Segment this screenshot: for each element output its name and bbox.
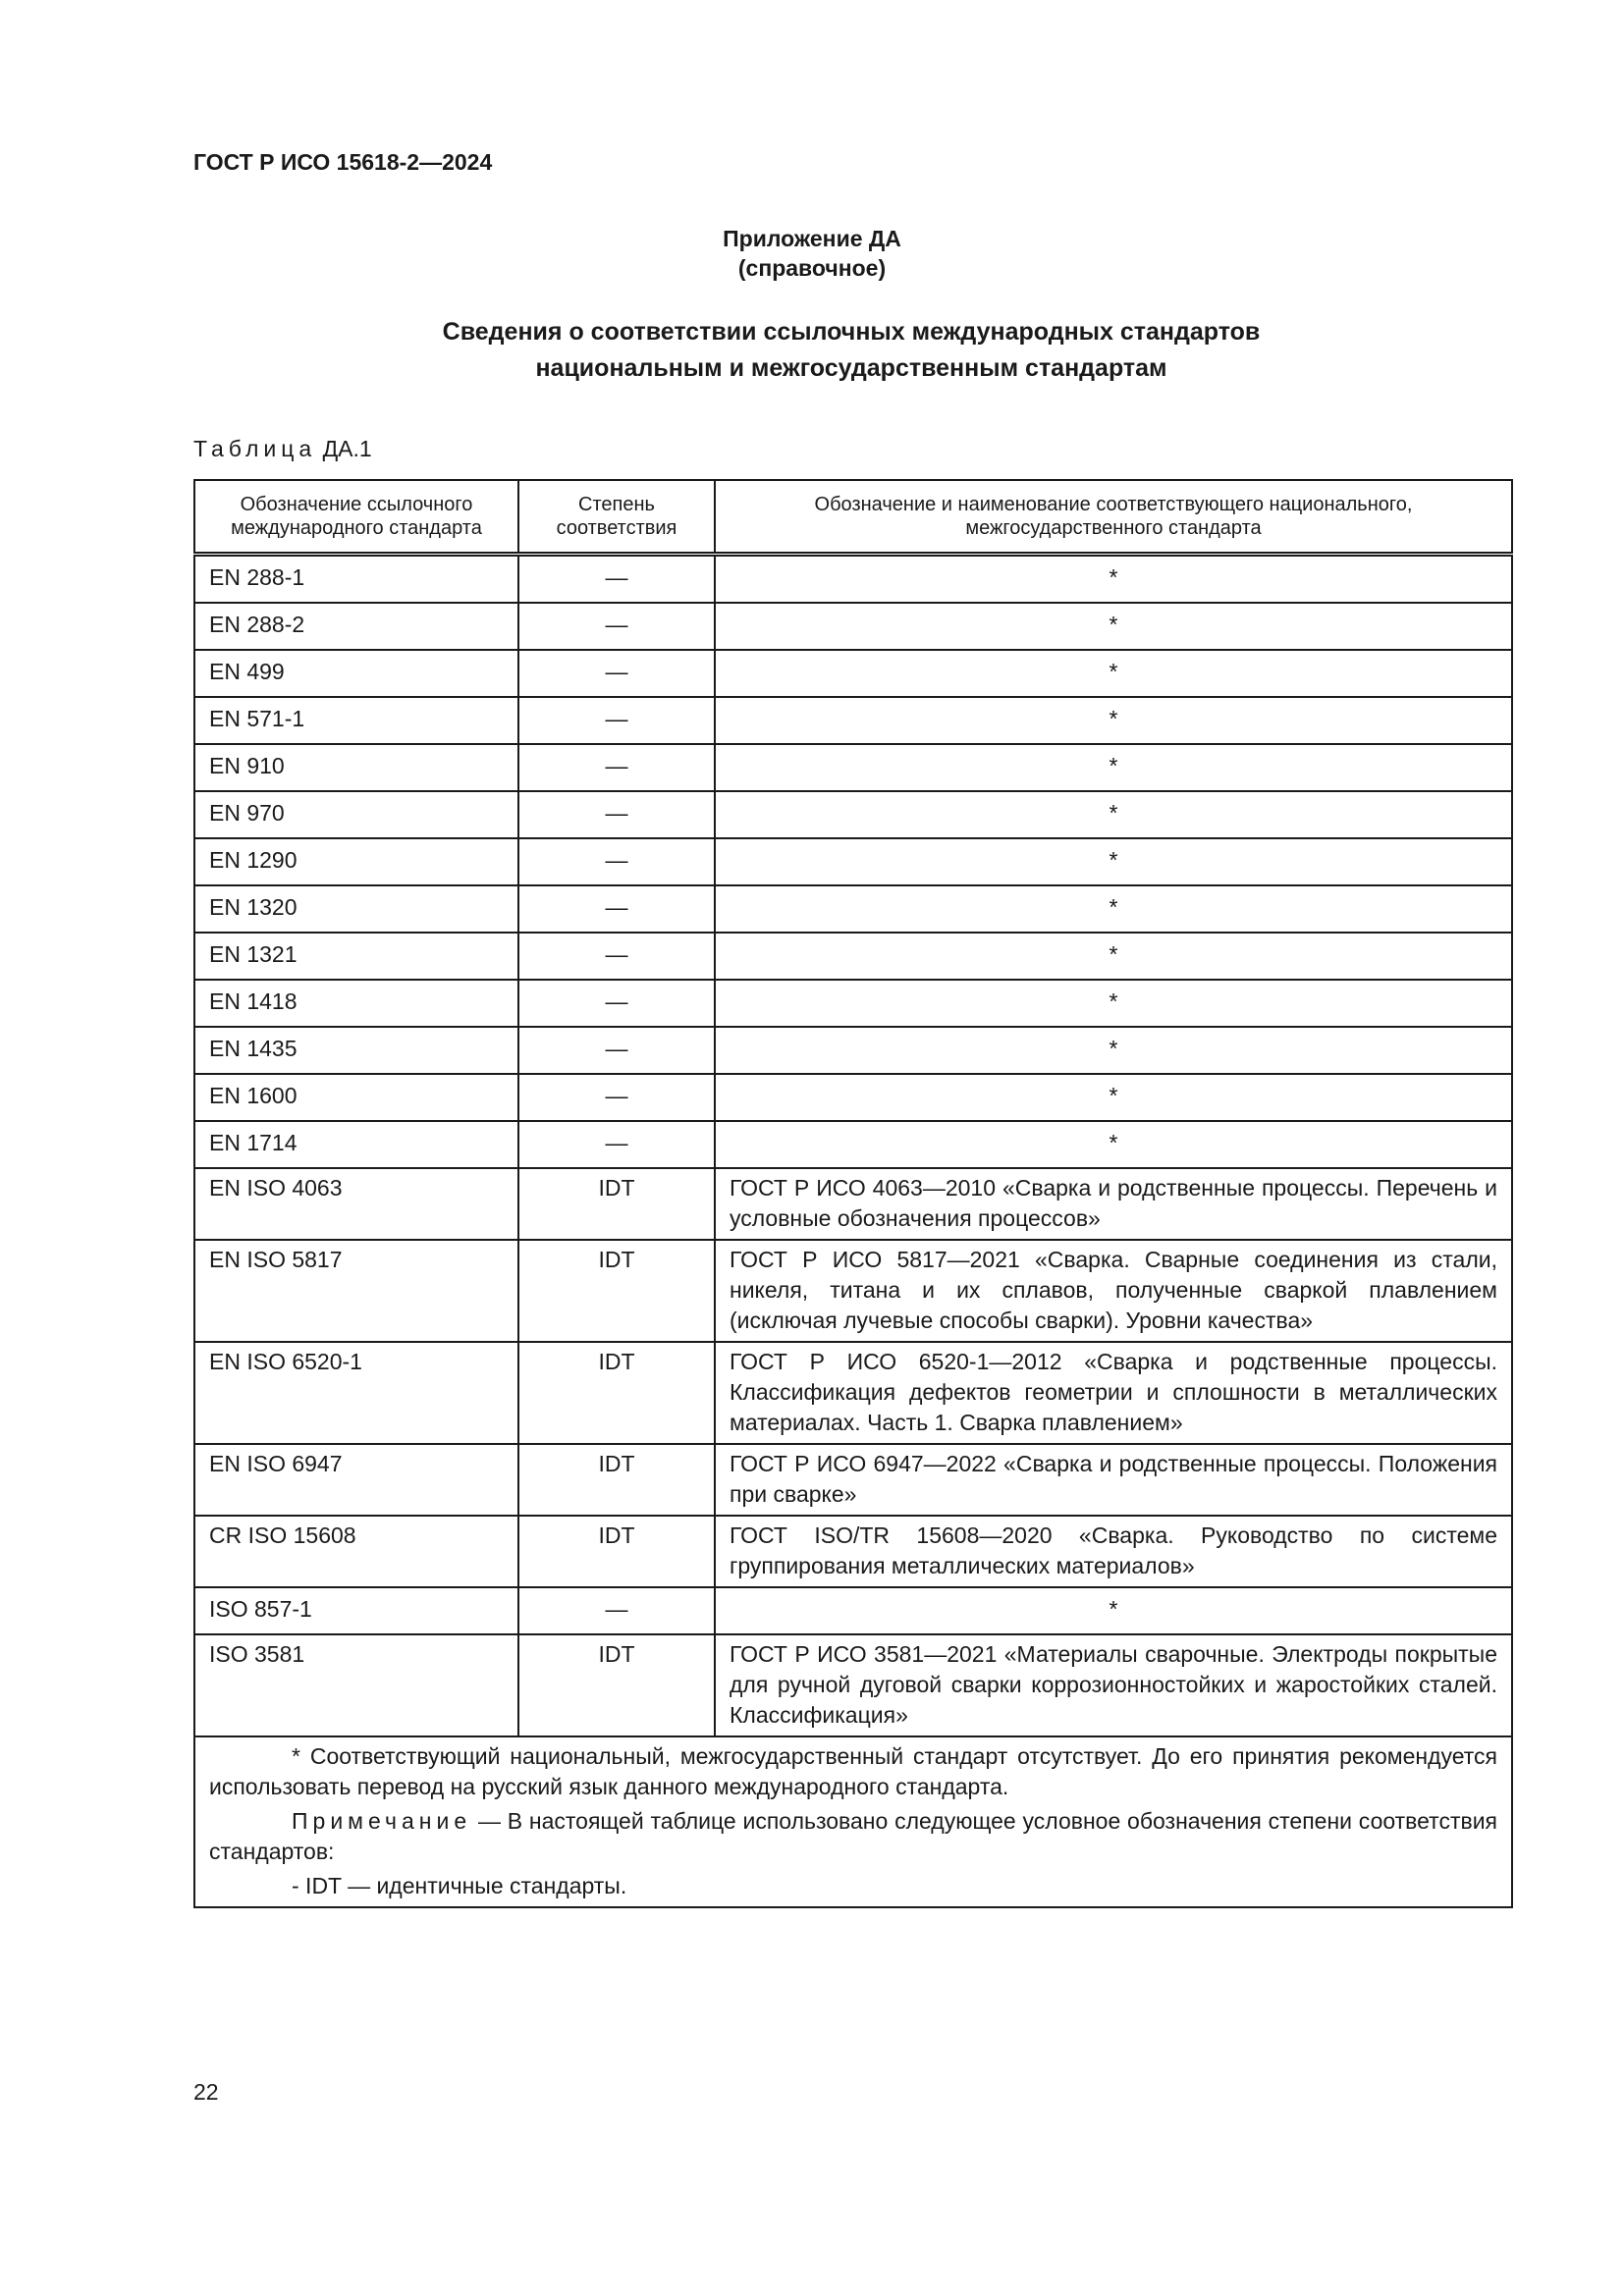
ref-standard-cell: EN ISO 4063 — [194, 1168, 518, 1240]
national-standard-cell: ГОСТ ISO/TR 15608—2020 «Сварка. Руководство по системе группирования металлических материалов» — [715, 1516, 1512, 1587]
degree-cell: — — [518, 650, 715, 697]
ref-standard-cell: EN 288-1 — [194, 555, 518, 604]
national-standard-cell: * — [715, 1121, 1512, 1168]
table-row — [194, 1168, 1512, 1240]
ref-standard-cell: EN 288-2 — [194, 603, 518, 650]
degree-cell: — — [518, 980, 715, 1027]
table-header-row — [194, 480, 1512, 555]
national-standard-cell: * — [715, 791, 1512, 838]
table-row — [194, 791, 1512, 838]
national-standard-cell: * — [715, 555, 1512, 604]
national-standard-cell: * — [715, 697, 1512, 744]
national-standard-cell: * — [715, 603, 1512, 650]
ref-standard-cell: EN ISO 6520-1 — [194, 1342, 518, 1444]
table-row — [194, 1516, 1512, 1587]
national-standard-cell: * — [715, 1587, 1512, 1634]
annex-title-line1: Приложение ДА — [723, 226, 901, 251]
degree-cell: — — [518, 744, 715, 791]
annex-title-line2: (справочное) — [737, 255, 887, 281]
ref-standard-cell: EN 571-1 — [194, 697, 518, 744]
national-standard-cell: ГОСТ Р ИСО 6520-1—2012 «Сварка и родственные процессы. Классификация дефектов геометрии и сплошности в металлических материалах. Часть 1. Сварка плавлением» — [715, 1342, 1512, 1444]
degree-cell: — — [518, 1121, 715, 1168]
header-national-standard: Обозначение и наименование соответствующего национального, межгосударственного стандарта — [715, 480, 1512, 555]
degree-cell: — — [518, 933, 715, 980]
national-standard-cell: ГОСТ Р ИСО 4063—2010 «Сварка и родственные процессы. Перечень и условные обозначения процессов» — [715, 1168, 1512, 1240]
national-standard-cell: * — [715, 1074, 1512, 1121]
ref-standard-cell: ISO 3581 — [194, 1634, 518, 1736]
table-row — [194, 603, 1512, 650]
ref-standard-cell: EN 1600 — [194, 1074, 518, 1121]
ref-standard-cell: EN ISO 6947 — [194, 1444, 518, 1516]
national-standard-cell: * — [715, 885, 1512, 933]
degree-cell: — — [518, 1074, 715, 1121]
table-row — [194, 1634, 1512, 1736]
annex-title — [0, 224, 1624, 283]
table-row — [194, 650, 1512, 697]
national-standard-cell: * — [715, 744, 1512, 791]
degree-cell: IDT — [518, 1342, 715, 1444]
ref-standard-cell: EN 1320 — [194, 885, 518, 933]
main-title — [0, 314, 1624, 387]
table-row — [194, 1342, 1512, 1444]
table-row — [194, 885, 1512, 933]
degree-cell: IDT — [518, 1516, 715, 1587]
ref-standard-cell: EN 1714 — [194, 1121, 518, 1168]
document-code: ГОСТ Р ИСО 15618-2—2024 — [193, 149, 493, 175]
degree-cell: — — [518, 555, 715, 604]
degree-cell: — — [518, 1587, 715, 1634]
main-title-line2: национальным и межгосударственным стандартам — [535, 354, 1167, 382]
ref-standard-cell: CR ISO 15608 — [194, 1516, 518, 1587]
table-row — [194, 980, 1512, 1027]
table-row — [194, 1027, 1512, 1074]
degree-cell: IDT — [518, 1168, 715, 1240]
ref-standard-cell: EN 1435 — [194, 1027, 518, 1074]
table-row — [194, 1587, 1512, 1634]
note — [209, 1806, 1497, 1867]
degree-cell: — — [518, 885, 715, 933]
table-footer-row — [194, 1736, 1512, 1907]
footnote: * Соответствующий национальный, межгосударственный стандарт отсутствует. До его принятия рекомендуется использовать перевод на русский язык данного международного стандарта. — [209, 1743, 1497, 1799]
ref-standard-cell: EN 970 — [194, 791, 518, 838]
table-row — [194, 1444, 1512, 1516]
table-label-word: Таблица — [193, 436, 317, 461]
ref-standard-cell: ISO 857-1 — [194, 1587, 518, 1634]
table-label-number: ДА.1 — [322, 436, 372, 461]
national-standard-cell: ГОСТ Р ИСО 3581—2021 «Материалы сварочные. Электроды покрытые для ручной дуговой сварки коррозионностойких и жаростойких сталей. Классификация» — [715, 1634, 1512, 1736]
ref-standard-cell: EN 1321 — [194, 933, 518, 980]
table-footer — [194, 1736, 1512, 1907]
ref-standard-cell: EN 910 — [194, 744, 518, 791]
page-number: 22 — [193, 2079, 219, 2105]
table-row — [194, 838, 1512, 885]
national-standard-cell: * — [715, 933, 1512, 980]
national-standard-cell: * — [715, 1027, 1512, 1074]
table-row — [194, 744, 1512, 791]
degree-cell: — — [518, 791, 715, 838]
table-row — [194, 933, 1512, 980]
ref-standard-cell: EN 1418 — [194, 980, 518, 1027]
degree-cell: IDT — [518, 1240, 715, 1342]
header-ref-standard: Обозначение ссылочного международного стандарта — [194, 480, 518, 555]
ref-standard-cell: EN 499 — [194, 650, 518, 697]
degree-cell: — — [518, 603, 715, 650]
table-row — [194, 1240, 1512, 1342]
main-title-line1: Сведения о соответствии ссылочных международных стандартов — [442, 318, 1261, 346]
degree-cell: IDT — [518, 1444, 715, 1516]
table-row — [194, 697, 1512, 744]
national-standard-cell: * — [715, 838, 1512, 885]
degree-cell: — — [518, 838, 715, 885]
national-standard-cell: * — [715, 650, 1512, 697]
degree-cell: — — [518, 1027, 715, 1074]
table-label — [193, 436, 372, 462]
note-word: Примечание — [292, 1808, 472, 1834]
note-item: - IDT — идентичные стандарты. — [292, 1873, 627, 1898]
ref-standard-cell: EN 1290 — [194, 838, 518, 885]
table-row — [194, 555, 1512, 604]
table-row — [194, 1121, 1512, 1168]
degree-cell: IDT — [518, 1634, 715, 1736]
ref-standard-cell: EN ISO 5817 — [194, 1240, 518, 1342]
correspondence-table — [193, 479, 1513, 1908]
note-text: — В настоящей таблице использовано следующее условное обозначения степени соответствия стандартов: — [209, 1808, 1497, 1864]
header-degree: Степень соответствия — [518, 480, 715, 555]
national-standard-cell: * — [715, 980, 1512, 1027]
degree-cell: — — [518, 697, 715, 744]
table-row — [194, 1074, 1512, 1121]
national-standard-cell: ГОСТ Р ИСО 5817—2021 «Сварка. Сварные соединения из стали, никеля, титана и их сплавов, полученные сваркой плавлением (исключая лучевые способы сварки). Уровни качества» — [715, 1240, 1512, 1342]
national-standard-cell: ГОСТ Р ИСО 6947—2022 «Сварка и родственные процессы. Положения при сварке» — [715, 1444, 1512, 1516]
